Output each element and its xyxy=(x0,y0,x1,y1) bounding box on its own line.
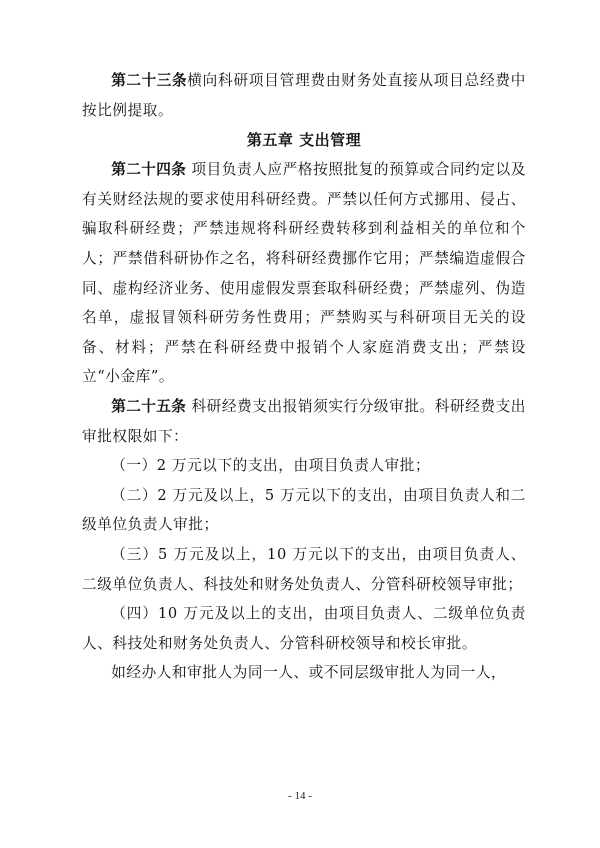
article-25-closing: 如经办人和审批人为同一人、或不同层级审批人为同一人， xyxy=(111,664,507,682)
article-24-heading: 第二十四条 xyxy=(111,161,187,179)
article-23-paragraph xyxy=(82,66,526,125)
list-item-3: （三）5 万元及以上，10 万元以下的支出，由项目负责人、二级单位负责人、科技处和财务处负责人、分管科研校领导审批； xyxy=(82,545,526,593)
chapter-5-title: 第五章 支出管理 xyxy=(246,131,362,150)
article-24-paragraph xyxy=(82,155,526,392)
list-item-1: （一）2 万元以下的支出，由项目负责人审批； xyxy=(111,457,431,475)
article-25-paragraph xyxy=(82,392,526,451)
article-25-heading: 第二十五条 xyxy=(111,397,187,415)
article-23-heading: 第二十三条 xyxy=(111,72,188,89)
article-25-text: 科研经费支出报销须实行分级审批。科研经费支出审批权限如下： xyxy=(82,397,526,445)
list-item-4: （四）10 万元及以上的支出，由项目负责人、二级单位负责人、科技处和财务处负责人、分管科研校领导和校长审批。 xyxy=(82,605,526,652)
page-number: - 14 - xyxy=(288,790,312,802)
article-24-text: 项目负责人应严格按照批复的预算或合同约定以及有关财经法规的要求使用科研经费。严禁以任何方式挪用、侵占、骗取科研经费；严禁违规将科研经费转移到利益相关的单位和个人；严禁借科研协作之名，将科研经费挪作它用；严禁编造虚假合同、虚构经济业务、使用虚假发票套取科研经费；严禁虚列、伪造名单，虚报冒领科研劳务性费用；严禁购买与科研项目无关的设备、材料；严禁在科研经费中报销个人家庭消费支出；严禁设立“小金库”。 xyxy=(82,161,526,386)
list-item-2: （二）2 万元及以上，5 万元以下的支出，由项目负责人和二级单位负责人审批； xyxy=(82,486,526,534)
article-23-text: 横向科研项目管理费由财务处直接从项目总经费中按比例提取。 xyxy=(82,72,526,119)
document-body xyxy=(82,66,526,688)
